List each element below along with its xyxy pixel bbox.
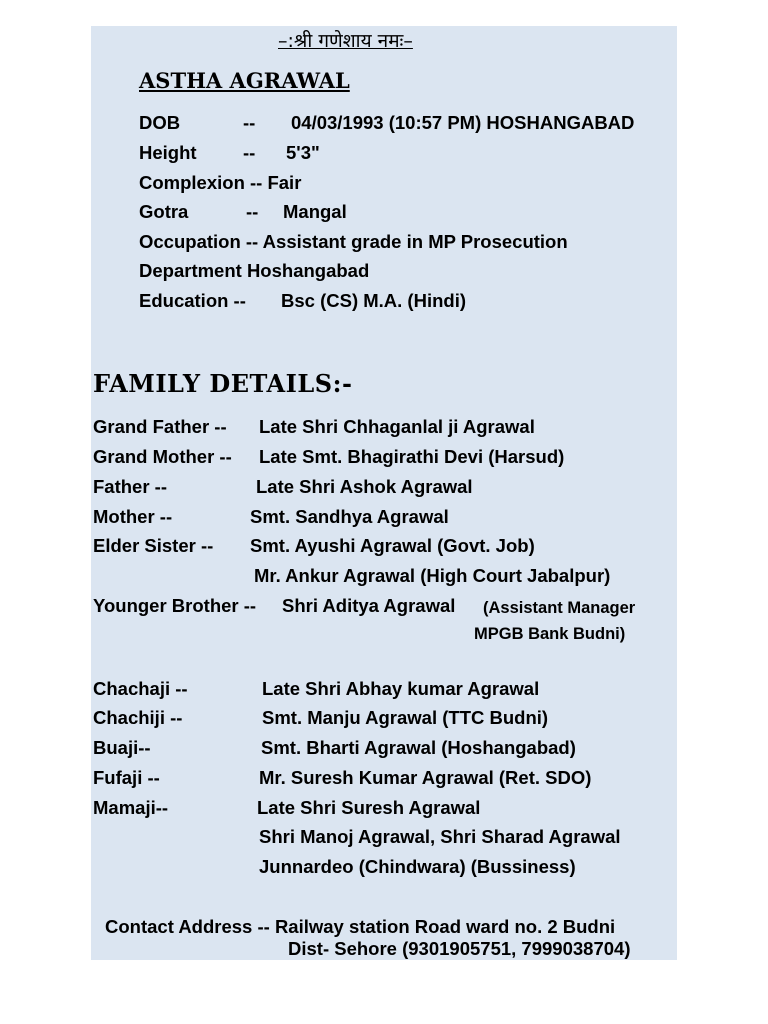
fufaji-value: Mr. Suresh Kumar Agrawal (Ret. SDO) xyxy=(259,767,592,788)
dob-value: 04/03/1993 (10:57 PM) HOSHANGABAD xyxy=(291,112,635,133)
chachaji-label: Chachaji -- xyxy=(93,678,188,699)
buaji-value: Smt. Bharti Agrawal (Hoshangabad) xyxy=(261,737,576,758)
chachiji-value: Smt. Manju Agrawal (TTC Budni) xyxy=(262,707,549,728)
chachiji-label: Chachiji -- xyxy=(93,707,183,728)
dob-label: DOB xyxy=(139,112,181,133)
grandmother-label: Grand Mother -- xyxy=(93,446,232,467)
occupation-line-2: Department Hoshangabad xyxy=(139,260,370,281)
chachaji-value: Late Shri Abhay kumar Agrawal xyxy=(262,678,540,699)
grandmother-value: Late Smt. Bhagirathi Devi (Harsud) xyxy=(259,446,565,467)
height-label: Height xyxy=(139,142,197,163)
younger-brother-value: Shri Aditya Agrawal xyxy=(282,595,456,616)
occupation-line-1: Occupation -- Assistant grade in MP Prosecution xyxy=(139,231,568,252)
dob-separator: -- xyxy=(243,112,256,133)
elder-sister-label: Elder Sister -- xyxy=(93,535,214,556)
candidate-name: ASTHA AGRAWAL xyxy=(139,68,350,93)
younger-brother-note-2: MPGB Bank Budni) xyxy=(474,625,626,643)
contact-address-line-2: Dist- Sehore (9301905751, 7999038704) xyxy=(288,938,631,959)
invocation-text: –:श्री गणेशाय नमः– xyxy=(278,30,413,52)
father-value: Late Shri Ashok Agrawal xyxy=(256,476,473,497)
buaji-label: Buaji-- xyxy=(93,737,151,758)
height-separator: -- xyxy=(243,142,256,163)
gotra-value: Mangal xyxy=(283,201,347,222)
education-value: Bsc (CS) M.A. (Hindi) xyxy=(281,290,466,311)
younger-brother-label: Younger Brother -- xyxy=(93,595,257,616)
elder-sister-husband: Mr. Ankur Agrawal (High Court Jabalpur) xyxy=(254,565,611,586)
fufaji-label: Fufaji -- xyxy=(93,767,160,788)
education-label: Education -- xyxy=(139,290,246,311)
father-label: Father -- xyxy=(93,476,167,497)
height-value: 5'3" xyxy=(286,142,320,163)
younger-brother-note-1: (Assistant Manager xyxy=(483,599,636,617)
complexion-line: Complexion -- Fair xyxy=(139,172,302,193)
mamaji-label: Mamaji-- xyxy=(93,797,169,818)
mamaji-value-3: Junnardeo (Chindwara) (Bussiness) xyxy=(259,856,576,877)
grandfather-value: Late Shri Chhaganlal ji Agrawal xyxy=(259,416,535,437)
mother-value: Smt. Sandhya Agrawal xyxy=(250,506,449,527)
contact-address-line-1: Contact Address -- Railway station Road ward no. 2 Budni xyxy=(105,916,616,937)
family-details-heading: FAMILY DETAILS:- xyxy=(93,369,353,398)
mother-label: Mother -- xyxy=(93,506,173,527)
mamaji-value: Late Shri Suresh Agrawal xyxy=(257,797,481,818)
elder-sister-value: Smt. Ayushi Agrawal (Govt. Job) xyxy=(250,535,535,556)
grandfather-label: Grand Father -- xyxy=(93,416,227,437)
gotra-label: Gotra xyxy=(139,201,189,222)
mamaji-value-2: Shri Manoj Agrawal, Shri Sharad Agrawal xyxy=(259,826,621,847)
gotra-separator: -- xyxy=(246,201,259,222)
